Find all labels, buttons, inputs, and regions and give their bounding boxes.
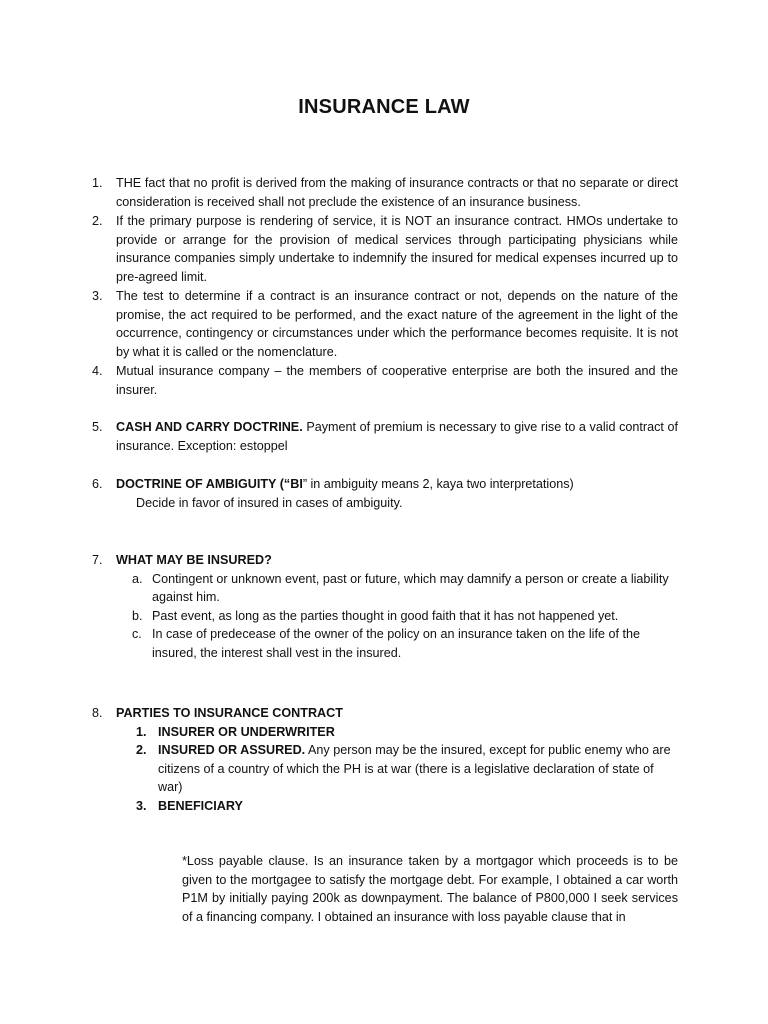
document-title: INSURANCE LAW xyxy=(298,96,470,118)
item-heading: PARTIES TO INSURANCE CONTRACT xyxy=(116,706,343,720)
list-item-5 xyxy=(92,418,678,455)
sub-item-c xyxy=(116,625,678,662)
list-item-1 xyxy=(92,174,678,211)
item-number: 3. xyxy=(92,289,103,303)
item-text xyxy=(116,475,678,494)
item-heading: DOCTRINE OF AMBIGUITY (“ xyxy=(116,477,291,491)
list-item-3 xyxy=(92,287,678,361)
item-number: 8. xyxy=(92,706,103,720)
sub-item-heading: INSURED OR ASSURED. xyxy=(158,743,306,758)
sub-item-label: c. xyxy=(132,627,142,642)
item-number: 4. xyxy=(92,364,103,378)
item-number: 5. xyxy=(92,420,103,434)
sub-item-2 xyxy=(116,741,678,797)
item-text: THE fact that no profit is derived from the making of insurance contracts or that no separate or direct consideration is received shall not preclude the existence of an insurance business. xyxy=(116,176,678,209)
list-item-4 xyxy=(92,362,678,399)
item-text: The test to determine if a contract is an insurance contract or not, depends on the nature of the promise, the act required to be performed, and the exact nature of the agreement in the light of the occurrence, contingency or circumstances under which the performance becomes requisite. It is not by what it is called or the nomenclature. xyxy=(116,289,678,359)
sub-item-text: Past event, as long as the parties thought in good faith that it has not happened yet. xyxy=(152,608,619,623)
list-item-8 xyxy=(92,704,678,816)
sub-item-1 xyxy=(116,723,678,742)
item-text: If the primary purpose is rendering of service, it is NOT an insurance contract. HMOs undertake to provide or arrange for the provision of medical services through participating physicians while insurance companies simply undertake to indemnify the insured for medical expenses incurred up to pre-agreed limit. xyxy=(116,214,678,284)
item-number: 6. xyxy=(92,477,103,491)
sub-item-text xyxy=(158,741,678,797)
item-number: 7. xyxy=(92,553,103,567)
sub-item-3 xyxy=(116,797,678,816)
item-number: 1. xyxy=(92,176,103,190)
sub-item-text xyxy=(158,723,678,742)
sub-item-label: b. xyxy=(132,608,143,623)
item-text xyxy=(116,418,678,455)
sub-item-label: 3. xyxy=(136,798,147,813)
sub-item-text: In case of predecease of the owner of the policy on an insurance taken on the life of the insured, the interest shall vest in the insured. xyxy=(152,627,640,660)
item-number: 2. xyxy=(92,214,103,228)
sub-item-body: Any person may be the insured, except for public enemy who are citizens of a country of which the PH is at war (there is a legislative declaration of state of war) xyxy=(158,743,671,795)
item-body: ” in ambiguity means 2, kaya two interpretations) xyxy=(302,477,574,491)
sub-item-text: Contingent or unknown event, past or future, which may damnify a person or create a liability against him. xyxy=(152,571,669,605)
list-item-2 xyxy=(92,212,678,286)
loss-payable-note: *Loss payable clause. Is an insurance taken by a mortgagor which proceeds is to be given to the mortgagee to satisfy the mortgage debt. For example, I obtained a car worth P1M by initially paying 200k as downpayment. The balance of P800,000 I seek services of a financing company. I obtained an insurance with loss payable clause that in xyxy=(182,854,678,924)
list-item-6 xyxy=(92,475,678,512)
item-heading: CASH AND CARRY DOCTRINE. xyxy=(116,420,303,434)
item-body: Payment of premium is necessary to give rise to a valid contract of insurance. Exception: estoppel xyxy=(116,420,678,453)
sub-item-a xyxy=(116,570,678,607)
sub-item-text xyxy=(158,797,678,816)
list-item-7 xyxy=(92,551,678,663)
sub-item-b xyxy=(116,607,678,626)
item-heading: WHAT MAY BE INSURED? xyxy=(116,553,272,567)
sub-item-label: a. xyxy=(132,571,143,586)
sub-item-label: 2. xyxy=(136,743,147,758)
item-heading-quoted: BI xyxy=(290,477,303,491)
sub-item-heading: INSURER OR UNDERWRITER xyxy=(158,724,335,739)
item-text: Mutual insurance company – the members of cooperative enterprise are both the insured and the insurer. xyxy=(116,364,678,397)
item-note-line: Decide in favor of insured in cases of ambiguity. xyxy=(136,495,403,510)
sub-item-label: 1. xyxy=(136,724,147,739)
sub-item-heading: BENEFICIARY xyxy=(158,798,243,813)
